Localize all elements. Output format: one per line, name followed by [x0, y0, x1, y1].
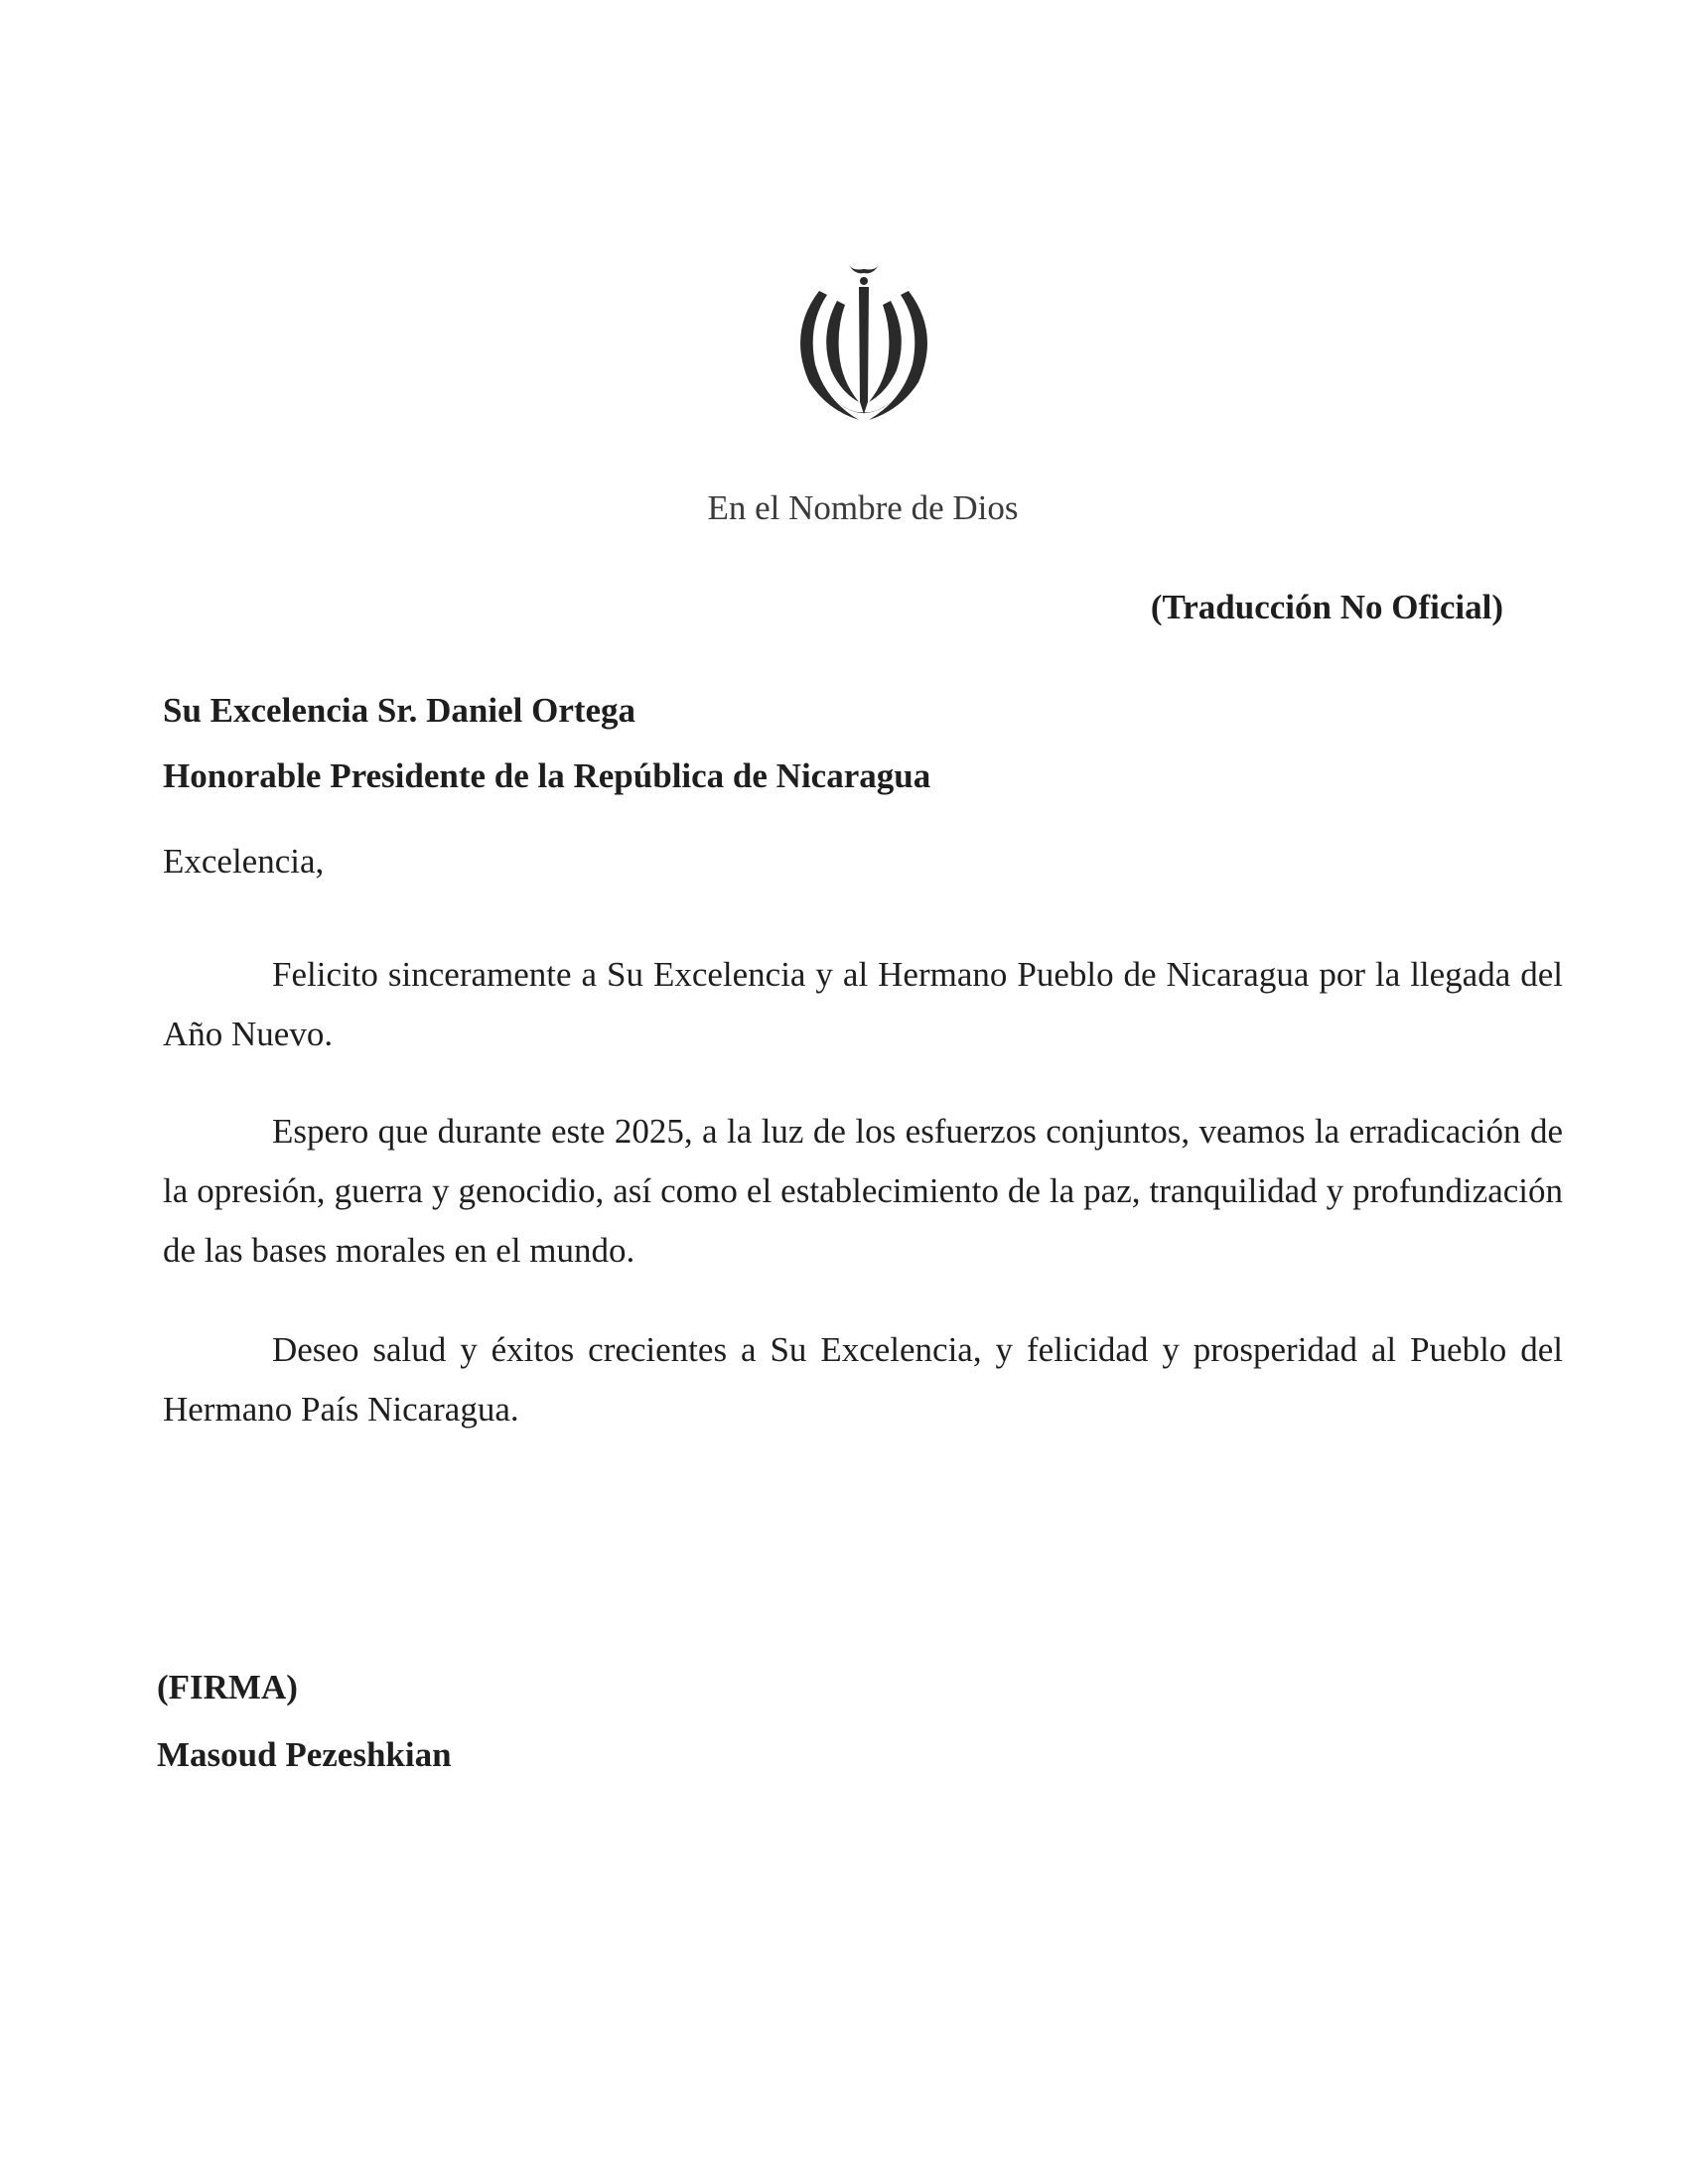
signature-label: (FIRMA) [157, 1668, 298, 1706]
signer-name: Masoud Pezeshkian [157, 1735, 452, 1774]
body-paragraph-2: Espero que durante este 2025, a la luz de los esfuerzos conjuntos, veamos la erradicación de la opresión, guerra y genocidio, así como el establecimiento de la paz, tranquilidad y profundización de las bases morales en el mundo. [163, 1112, 1563, 1270]
addressee-block [163, 678, 930, 809]
addressee-name: Su Excelencia Sr. Daniel Ortega [163, 691, 636, 730]
salutation: Excelencia, [163, 842, 325, 881]
unofficial-translation-note: (Traducción No Oficial) [1150, 588, 1503, 626]
body-paragraph-3: Deseo salud y éxitos crecientes a Su Excelencia, y felicidad y prosperidad al Pueblo del Hermano País Nicaragua. [163, 1330, 1563, 1429]
emblem-of-iran-icon [779, 253, 948, 422]
invocation-heading: En el Nombre de Dios [707, 488, 1019, 527]
addressee-title: Honorable Presidente de la República de Nicaragua [163, 756, 931, 795]
body-paragraph-1: Felicito sinceramente a Su Excelencia y al Hermano Pueblo de Nicaragua por la llegada del Año Nuevo. [163, 955, 1563, 1053]
